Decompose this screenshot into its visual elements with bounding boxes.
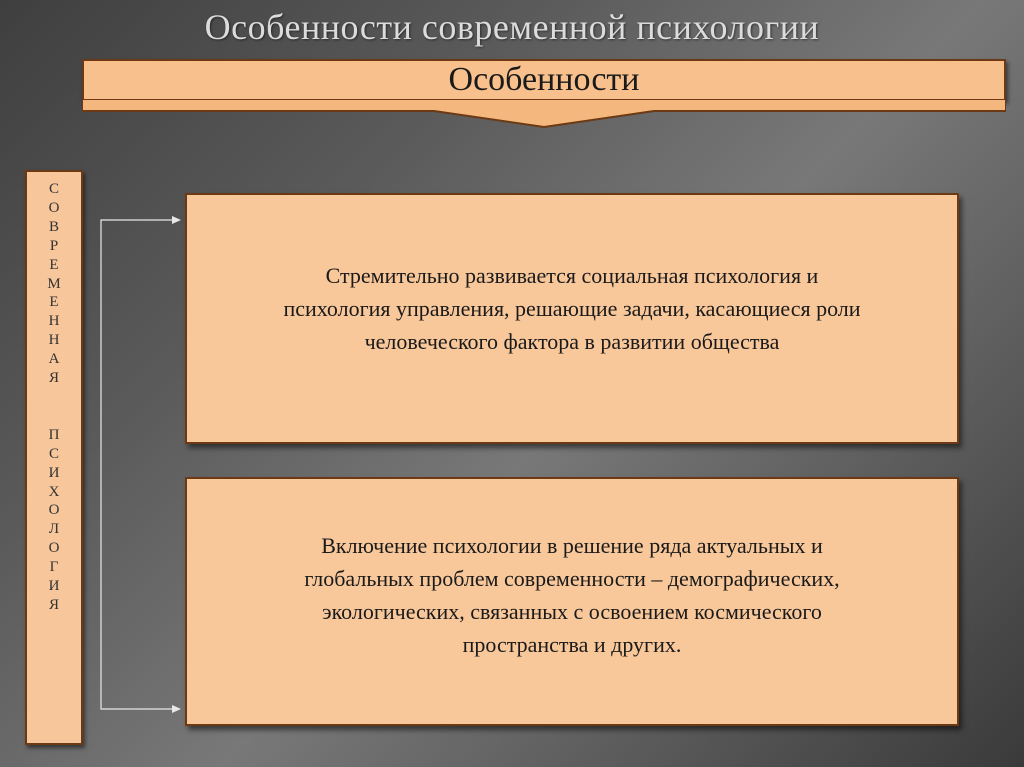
feature-box-2 xyxy=(185,477,959,726)
feature-box-1 xyxy=(185,193,959,444)
vertical-label: С О В Р Е М Е Н Н А Я П С И Х О Л О Г И Я xyxy=(47,181,61,613)
header-box xyxy=(82,59,1006,101)
feature-text-1: Стремительно развивается социальная психология и психология управления, решающие задачи, касающиеся роли человеческого фактора в развитии общества xyxy=(283,263,861,354)
header-label: Особенности xyxy=(448,61,640,98)
arrow-head-bottom xyxy=(172,705,181,713)
feature-text-2: Включение психологии в решение ряда актуальных и глобальных проблем современности – демографических, экологических, связанных с освоением космического пространства и других. xyxy=(304,532,840,657)
vertical-label-box xyxy=(25,170,83,745)
slide-title: Особенности современной психологии xyxy=(204,7,820,47)
arrow-head-top xyxy=(172,216,181,224)
header-chevron xyxy=(82,99,1006,129)
